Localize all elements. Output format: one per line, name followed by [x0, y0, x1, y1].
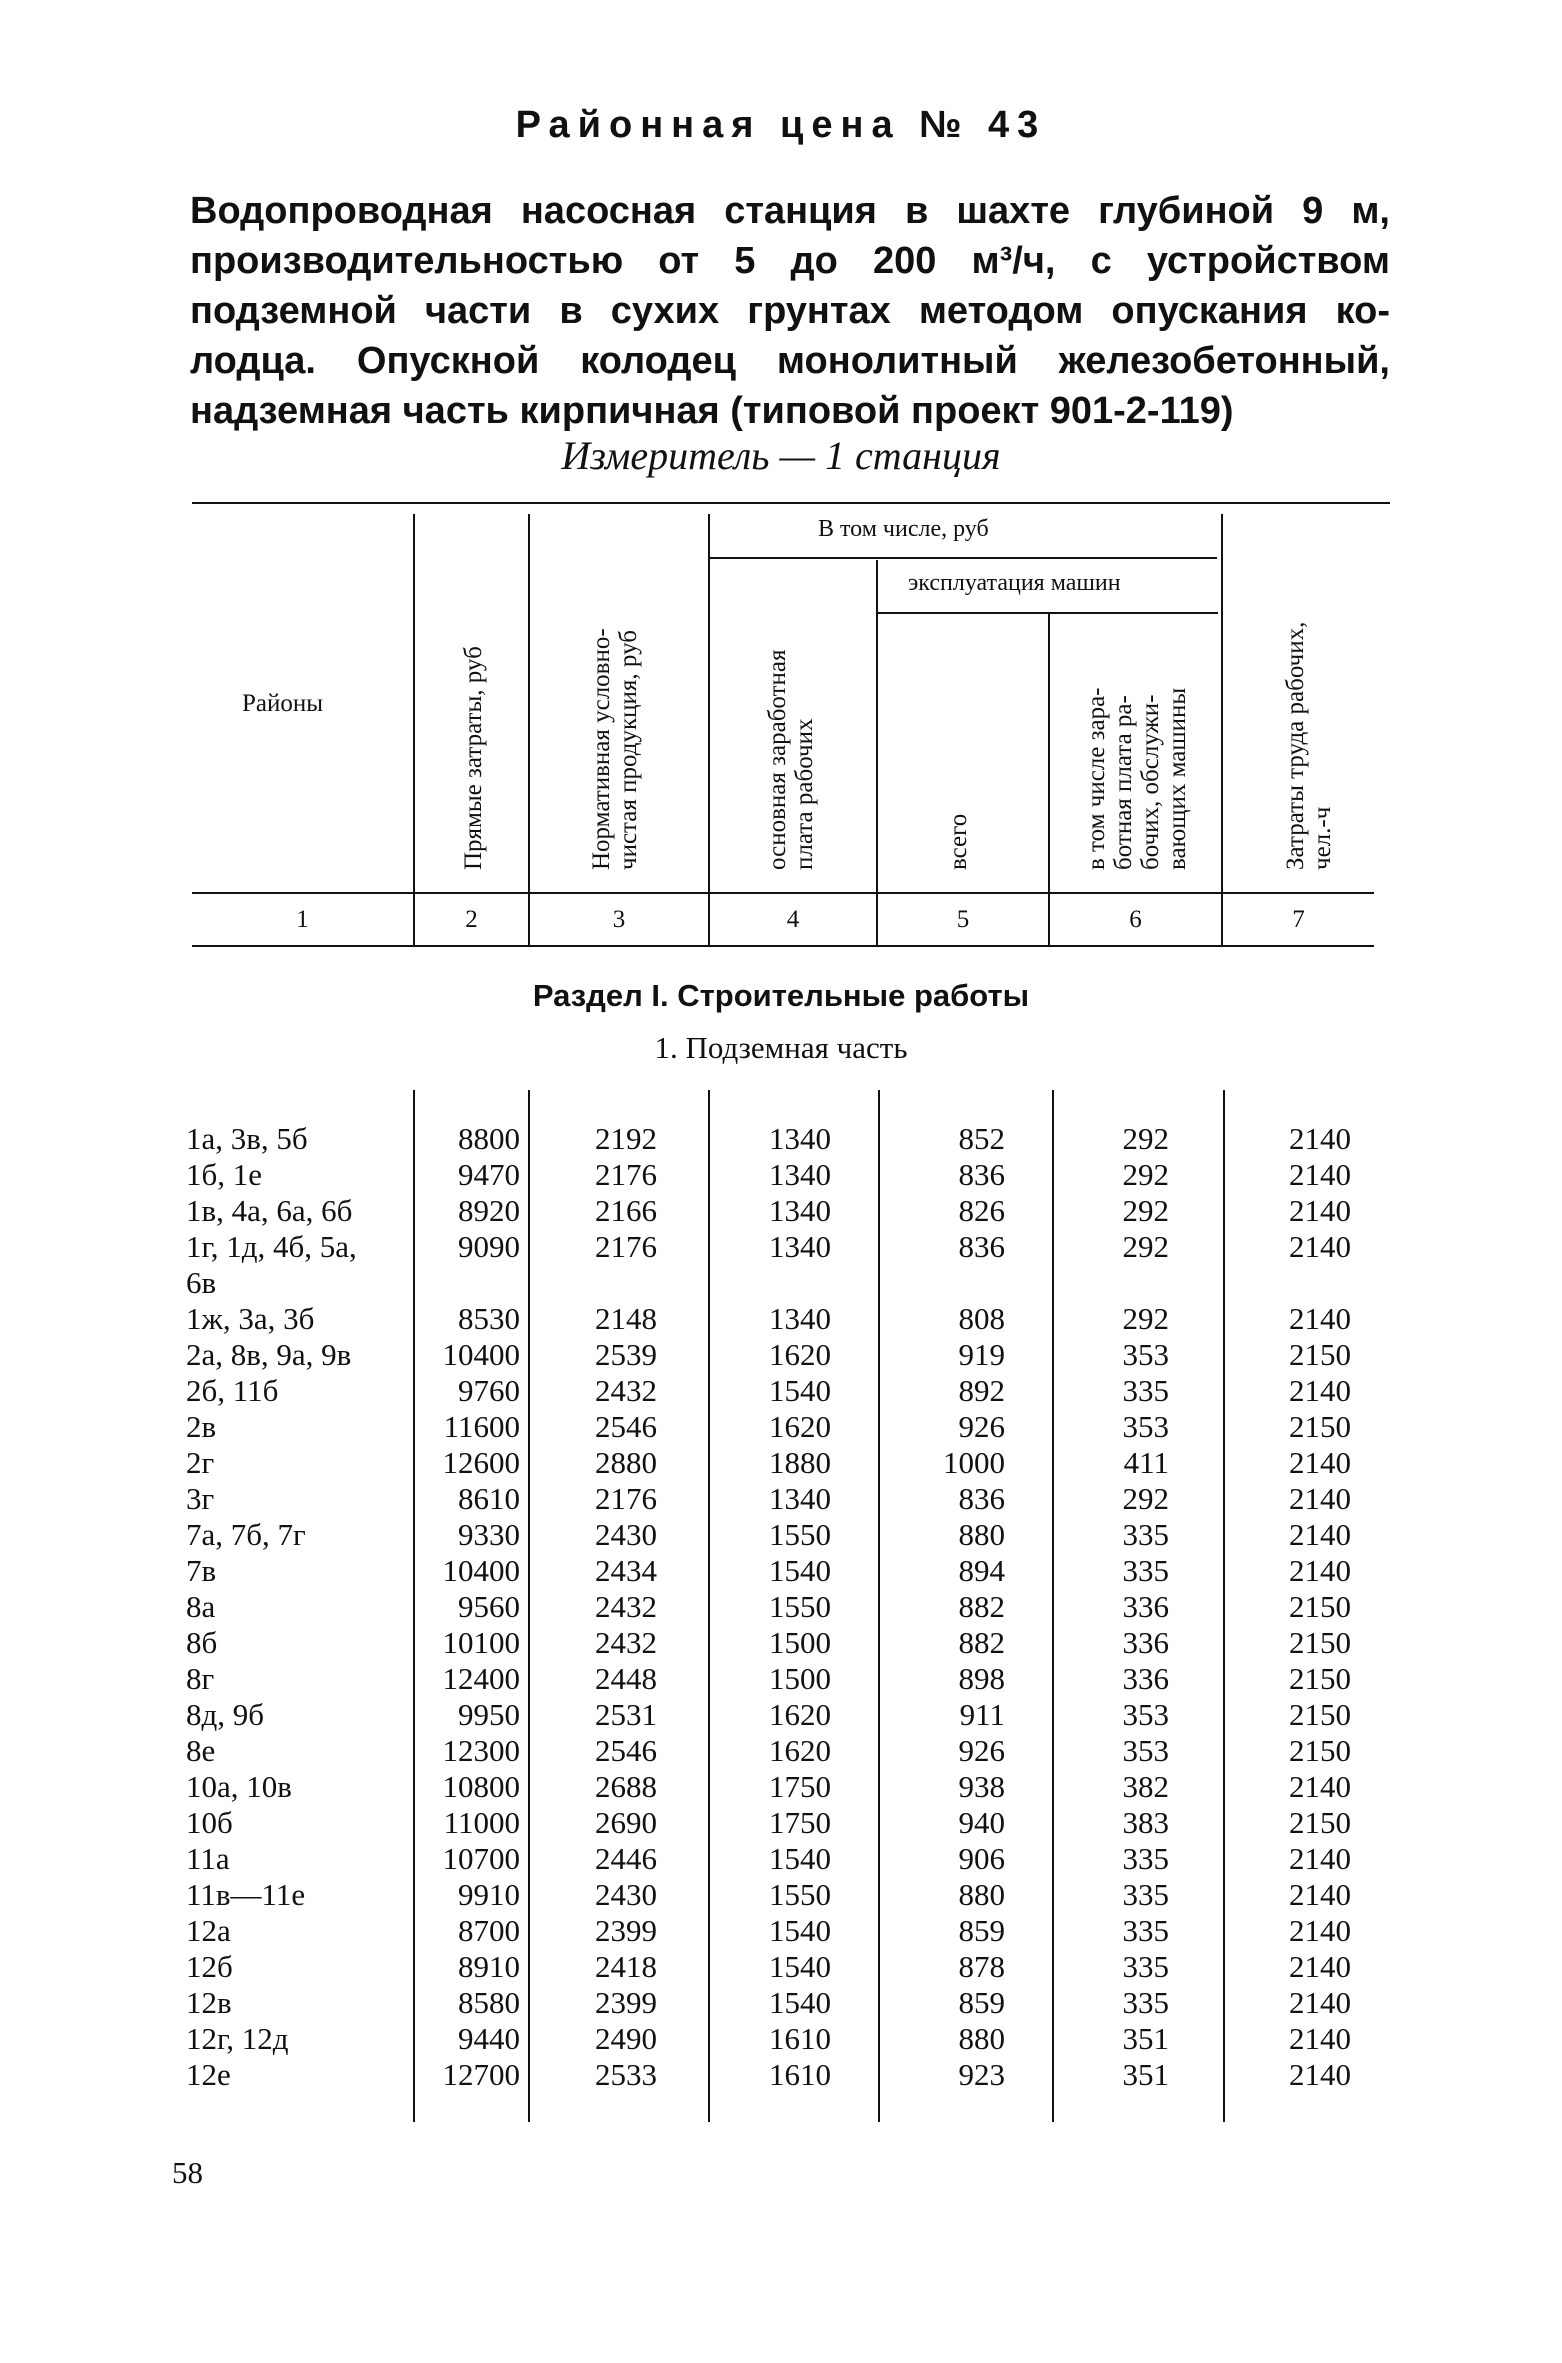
row-labor: 2140: [1289, 1229, 1351, 1264]
table-row: [0, 1481, 1562, 1517]
table-row: [0, 1193, 1562, 1229]
table-row: [0, 1697, 1562, 1733]
row-wages: 1340: [769, 1229, 831, 1264]
table-row: [0, 1625, 1562, 1661]
column-number: 4: [786, 906, 800, 933]
row-direct: 9910: [458, 1877, 520, 1912]
table-row: [0, 1121, 1562, 1157]
row-direct: 9440: [458, 2021, 520, 2056]
row-normative: 2880: [595, 1445, 657, 1480]
row-machine-wages: 335: [1122, 1553, 1169, 1588]
row-wages: 1550: [769, 1517, 831, 1552]
header-divider: [876, 560, 878, 945]
row-wages: 1620: [769, 1409, 831, 1444]
row-normative: 2448: [595, 1661, 657, 1696]
row-labor: 2150: [1289, 1625, 1351, 1660]
row-region: 8д, 9б: [186, 1697, 265, 1732]
header-base-wages: основная заработная плата рабочих: [764, 649, 818, 870]
row-normative: 2432: [595, 1373, 657, 1408]
row-wages: 1500: [769, 1625, 831, 1660]
row-machine-wages: 353: [1122, 1697, 1169, 1732]
table-row: [0, 1553, 1562, 1589]
row-labor: 2140: [1289, 1373, 1351, 1408]
row-direct: 8530: [458, 1301, 520, 1336]
row-machines-total: 926: [958, 1733, 1005, 1768]
row-machine-wages: 335: [1122, 1517, 1169, 1552]
row-wages: 1540: [769, 1841, 831, 1876]
row-normative: 2690: [595, 1805, 657, 1840]
row-machine-wages: 353: [1122, 1409, 1169, 1444]
row-labor: 2140: [1289, 1481, 1351, 1516]
header-machines: эксплуатация машин: [908, 570, 1121, 596]
row-normative: 2434: [595, 1553, 657, 1588]
row-normative: 2148: [595, 1301, 657, 1336]
table-row: [0, 1913, 1562, 1949]
row-normative: 2176: [595, 1481, 657, 1516]
row-direct: 8580: [458, 1985, 520, 2020]
table-row-continuation: [0, 1265, 1562, 1301]
table-row: [0, 2057, 1562, 2093]
table-row: [0, 1337, 1562, 1373]
row-normative: 2446: [595, 1841, 657, 1876]
row-machines-total: 926: [958, 1409, 1005, 1444]
row-normative: 2490: [595, 2021, 657, 2056]
row-region: 8б: [186, 1625, 218, 1660]
row-machine-wages: 335: [1122, 1877, 1169, 1912]
row-normative: 2176: [595, 1229, 657, 1264]
row-labor: 2150: [1289, 1589, 1351, 1624]
row-direct: 9560: [458, 1589, 520, 1624]
row-wages: 1620: [769, 1733, 831, 1768]
row-labor: 2140: [1289, 2057, 1351, 2092]
row-direct: 10800: [442, 1769, 520, 1804]
row-normative: 2539: [595, 1337, 657, 1372]
description-line: лодца. Опускной колодец монолитный железобетонный,: [190, 340, 1390, 382]
row-wages: 1340: [769, 1193, 831, 1228]
row-wages: 1620: [769, 1337, 831, 1372]
row-region: 10а, 10в: [186, 1769, 292, 1804]
table-row: [0, 1301, 1562, 1337]
row-wages: 1540: [769, 1985, 831, 2020]
row-region: 1в, 4а, 6а, 6б: [186, 1193, 353, 1228]
header-bottom-rule: [192, 892, 1374, 894]
description-line: подземной части в сухих грунтах методом опускания ко-: [190, 290, 1390, 332]
table-row: [0, 1733, 1562, 1769]
row-direct: 12700: [442, 2057, 520, 2092]
row-labor: 2140: [1289, 1517, 1351, 1552]
row-machines-total: 836: [958, 1157, 1005, 1192]
row-region: 8г: [186, 1661, 215, 1696]
row-normative: 2432: [595, 1589, 657, 1624]
table-row: [0, 1661, 1562, 1697]
description-line: Водопроводная насосная станция в шахте глубиной 9 м,: [190, 190, 1390, 232]
row-region: 1б, 1е: [186, 1157, 263, 1192]
row-machines-total: 808: [958, 1301, 1005, 1336]
row-machine-wages: 382: [1122, 1769, 1169, 1804]
row-machine-wages: 383: [1122, 1805, 1169, 1840]
row-region: 11а: [186, 1841, 230, 1876]
table-row: [0, 1229, 1562, 1265]
header-divider: [1048, 614, 1050, 945]
table-row: [0, 1949, 1562, 1985]
row-normative: 2192: [595, 1121, 657, 1156]
row-labor: 2140: [1289, 1769, 1351, 1804]
row-machines-total: 940: [958, 1805, 1005, 1840]
row-machine-wages: 336: [1122, 1661, 1169, 1696]
row-wages: 1610: [769, 2021, 831, 2056]
row-wages: 1750: [769, 1805, 831, 1840]
row-machines-total: 894: [958, 1553, 1005, 1588]
row-labor: 2140: [1289, 1301, 1351, 1336]
row-machine-wages: 335: [1122, 1841, 1169, 1876]
row-region: 1ж, 3а, 3б: [186, 1301, 315, 1336]
table-row: [0, 1769, 1562, 1805]
row-region: 12в: [186, 1985, 232, 2020]
row-region: 12б: [186, 1949, 233, 1984]
row-machines-total: 859: [958, 1913, 1005, 1948]
row-machine-wages: 335: [1122, 1913, 1169, 1948]
row-machines-total: 1000: [943, 1445, 1005, 1480]
row-machines-total: 880: [958, 1877, 1005, 1912]
table-row: [0, 2021, 1562, 2057]
row-machine-wages: 411: [1123, 1445, 1169, 1480]
subsection-title: 1. Подземная часть: [654, 1030, 908, 1065]
table-row: [0, 1445, 1562, 1481]
description-line: производительностью от 5 до 200 м³/ч, с устройством: [190, 240, 1390, 282]
row-normative: 2430: [595, 1517, 657, 1552]
table-row: [0, 1409, 1562, 1445]
row-region: 2в: [186, 1409, 217, 1444]
header-regions: Районы: [242, 690, 324, 717]
row-machine-wages: 335: [1122, 1949, 1169, 1984]
row-machines-total: 892: [958, 1373, 1005, 1408]
row-direct: 8910: [458, 1949, 520, 1984]
row-labor: 2140: [1289, 1841, 1351, 1876]
header-divider: [413, 514, 415, 945]
header-including: В том числе, руб: [818, 516, 989, 542]
row-labor: 2140: [1289, 1121, 1351, 1156]
row-region: 2а, 8в, 9а, 9в: [186, 1337, 352, 1372]
row-wages: 1340: [769, 1121, 831, 1156]
row-labor: 2140: [1289, 1877, 1351, 1912]
row-labor: 2140: [1289, 1913, 1351, 1948]
row-wages: 1610: [769, 2057, 831, 2092]
table-row: [0, 1589, 1562, 1625]
header-direct-costs: Прямые затраты, руб: [460, 646, 487, 870]
measure-unit: Измеритель — 1 станция: [561, 433, 1001, 478]
row-machines-total: 836: [958, 1481, 1005, 1516]
row-region: 10б: [186, 1805, 233, 1840]
header-divider: [708, 514, 710, 945]
row-region: 8е: [186, 1733, 216, 1768]
row-wages: 1500: [769, 1661, 831, 1696]
header-divider: [528, 514, 530, 945]
row-labor: 2140: [1289, 1553, 1351, 1588]
row-labor: 2140: [1289, 1445, 1351, 1480]
row-machine-wages: 292: [1122, 1121, 1169, 1156]
row-machines-total: 882: [958, 1589, 1005, 1624]
row-normative: 2688: [595, 1769, 657, 1804]
row-region: 8а: [186, 1589, 216, 1624]
row-region: 12г, 12д: [186, 2021, 289, 2056]
header-labor: Затраты труда рабочих, чел.-ч: [1282, 621, 1336, 870]
row-machines-total: 882: [958, 1625, 1005, 1660]
row-normative: 2533: [595, 2057, 657, 2092]
row-machine-wages: 353: [1122, 1337, 1169, 1372]
row-labor: 2150: [1289, 1661, 1351, 1696]
row-machine-wages: 292: [1122, 1301, 1169, 1336]
row-region: 1г, 1д, 4б, 5а,: [186, 1229, 357, 1264]
row-direct: 8800: [458, 1121, 520, 1156]
column-number: 6: [1129, 906, 1142, 933]
row-machines-total: 880: [958, 2021, 1005, 2056]
header-machine-wages: в том числе зара- ботная плата ра- бочих, обслужи- вающих машины: [1083, 687, 1191, 870]
row-machine-wages: 351: [1122, 2021, 1169, 2056]
row-machine-wages: 292: [1122, 1157, 1169, 1192]
row-wages: 1750: [769, 1769, 831, 1804]
table-row: [0, 1877, 1562, 1913]
row-normative: 2432: [595, 1625, 657, 1660]
row-machines-total: 911: [959, 1697, 1005, 1732]
row-direct: 10400: [442, 1553, 520, 1588]
header-top-rule: [192, 502, 1390, 504]
row-normative: 2166: [595, 1193, 657, 1228]
including-rule: [709, 557, 1217, 559]
row-machines-total: 923: [958, 2057, 1005, 2092]
row-machines-total: 859: [958, 1985, 1005, 2020]
row-machines-total: 919: [958, 1337, 1005, 1372]
row-labor: 2140: [1289, 1949, 1351, 1984]
table-row: [0, 1841, 1562, 1877]
machines-rule: [876, 612, 1218, 614]
row-machines-total: 898: [958, 1661, 1005, 1696]
row-wages: 1550: [769, 1877, 831, 1912]
row-machine-wages: 292: [1122, 1229, 1169, 1264]
row-labor: 2150: [1289, 1805, 1351, 1840]
row-machine-wages: 336: [1122, 1589, 1169, 1624]
row-direct: 10400: [442, 1337, 520, 1372]
price-description: [190, 186, 1390, 436]
row-labor: 2140: [1289, 2021, 1351, 2056]
row-labor: 2150: [1289, 1697, 1351, 1732]
row-direct: 9950: [458, 1697, 520, 1732]
row-direct: 9470: [458, 1157, 520, 1192]
row-labor: 2140: [1289, 1985, 1351, 2020]
row-labor: 2140: [1289, 1157, 1351, 1192]
row-normative: 2430: [595, 1877, 657, 1912]
row-direct: 12400: [442, 1661, 520, 1696]
row-normative: 2531: [595, 1697, 657, 1732]
row-direct: 9330: [458, 1517, 520, 1552]
column-number: 3: [612, 906, 626, 933]
row-direct: 10100: [442, 1625, 520, 1660]
row-machine-wages: 335: [1122, 1985, 1169, 2020]
row-normative: 2399: [595, 1985, 657, 2020]
row-normative: 2546: [595, 1733, 657, 1768]
description-line: надземная часть кирпичная (типовой проект 901-2-119): [190, 390, 1234, 432]
column-number: 2: [465, 906, 478, 933]
column-number: 7: [1292, 906, 1305, 933]
row-machine-wages: 292: [1122, 1193, 1169, 1228]
row-machine-wages: 336: [1122, 1625, 1169, 1660]
table-row: [0, 1805, 1562, 1841]
column-number: 5: [956, 906, 970, 933]
page-number: 58: [172, 2155, 203, 2190]
row-normative: 2399: [595, 1913, 657, 1948]
section-title: Раздел I. Строительные работы: [532, 978, 1030, 1013]
row-wages: 1340: [769, 1301, 831, 1336]
table-row: [0, 1157, 1562, 1193]
row-labor: 2150: [1289, 1337, 1351, 1372]
row-wages: 1340: [769, 1157, 831, 1192]
row-region: 11в—11е: [186, 1877, 306, 1912]
row-labor: 2140: [1289, 1193, 1351, 1228]
row-region: 3г: [186, 1481, 215, 1516]
row-wages: 1340: [769, 1481, 831, 1516]
row-region: 7в: [186, 1553, 217, 1588]
row-direct: 9090: [458, 1229, 520, 1264]
row-direct: 8610: [458, 1481, 520, 1516]
row-machine-wages: 335: [1122, 1373, 1169, 1408]
table-row: [0, 1985, 1562, 2021]
row-normative: 2418: [595, 1949, 657, 1984]
row-machine-wages: 292: [1122, 1481, 1169, 1516]
row-direct: 10700: [442, 1841, 520, 1876]
row-direct: 11600: [443, 1409, 520, 1444]
row-machines-total: 826: [958, 1193, 1005, 1228]
row-region: 2г: [186, 1445, 215, 1480]
row-machines-total: 836: [958, 1229, 1005, 1264]
row-wages: 1540: [769, 1373, 831, 1408]
row-machines-total: 880: [958, 1517, 1005, 1552]
row-wages: 1540: [769, 1949, 831, 1984]
row-machine-wages: 351: [1122, 2057, 1169, 2092]
row-machines-total: 878: [958, 1949, 1005, 1984]
row-labor: 2150: [1289, 1733, 1351, 1768]
row-region: 2б, 11б: [186, 1373, 279, 1408]
row-direct: 9760: [458, 1373, 520, 1408]
page-title: Районная цена № 43: [515, 104, 1047, 146]
row-direct: 11000: [443, 1805, 520, 1840]
row-machines-total: 938: [958, 1769, 1005, 1804]
row-machines-total: 906: [958, 1841, 1005, 1876]
row-normative: 2546: [595, 1409, 657, 1444]
row-region: 12е: [186, 2057, 231, 2092]
row-wages: 1540: [769, 1553, 831, 1588]
column-number: 1: [296, 906, 309, 933]
row-wages: 1540: [769, 1913, 831, 1948]
row-machine-wages: 353: [1122, 1733, 1169, 1768]
row-wages: 1550: [769, 1589, 831, 1624]
row-wages: 1880: [769, 1445, 831, 1480]
row-direct: 12300: [442, 1733, 520, 1768]
table-row: [0, 1517, 1562, 1553]
row-normative: 2176: [595, 1157, 657, 1192]
row-region: 12а: [186, 1913, 231, 1948]
row-direct: 8920: [458, 1193, 520, 1228]
row-machines-total: 852: [958, 1121, 1005, 1156]
row-region: 7а, 7б, 7г: [186, 1517, 306, 1552]
row-region: 1а, 3в, 5б: [186, 1121, 308, 1156]
header-machines-total: всего: [945, 813, 972, 870]
column-numbers-rule: [192, 945, 1374, 947]
row-direct: 12600: [442, 1445, 520, 1480]
row-direct: 8700: [458, 1913, 520, 1948]
table-row: [0, 1373, 1562, 1409]
row-labor: 2150: [1289, 1409, 1351, 1444]
header-divider: [1221, 514, 1223, 945]
row-region-continuation: 6в: [186, 1265, 217, 1300]
header-normative-products: Нормативная условно- чистая продукция, руб: [588, 628, 642, 870]
row-wages: 1620: [769, 1697, 831, 1732]
